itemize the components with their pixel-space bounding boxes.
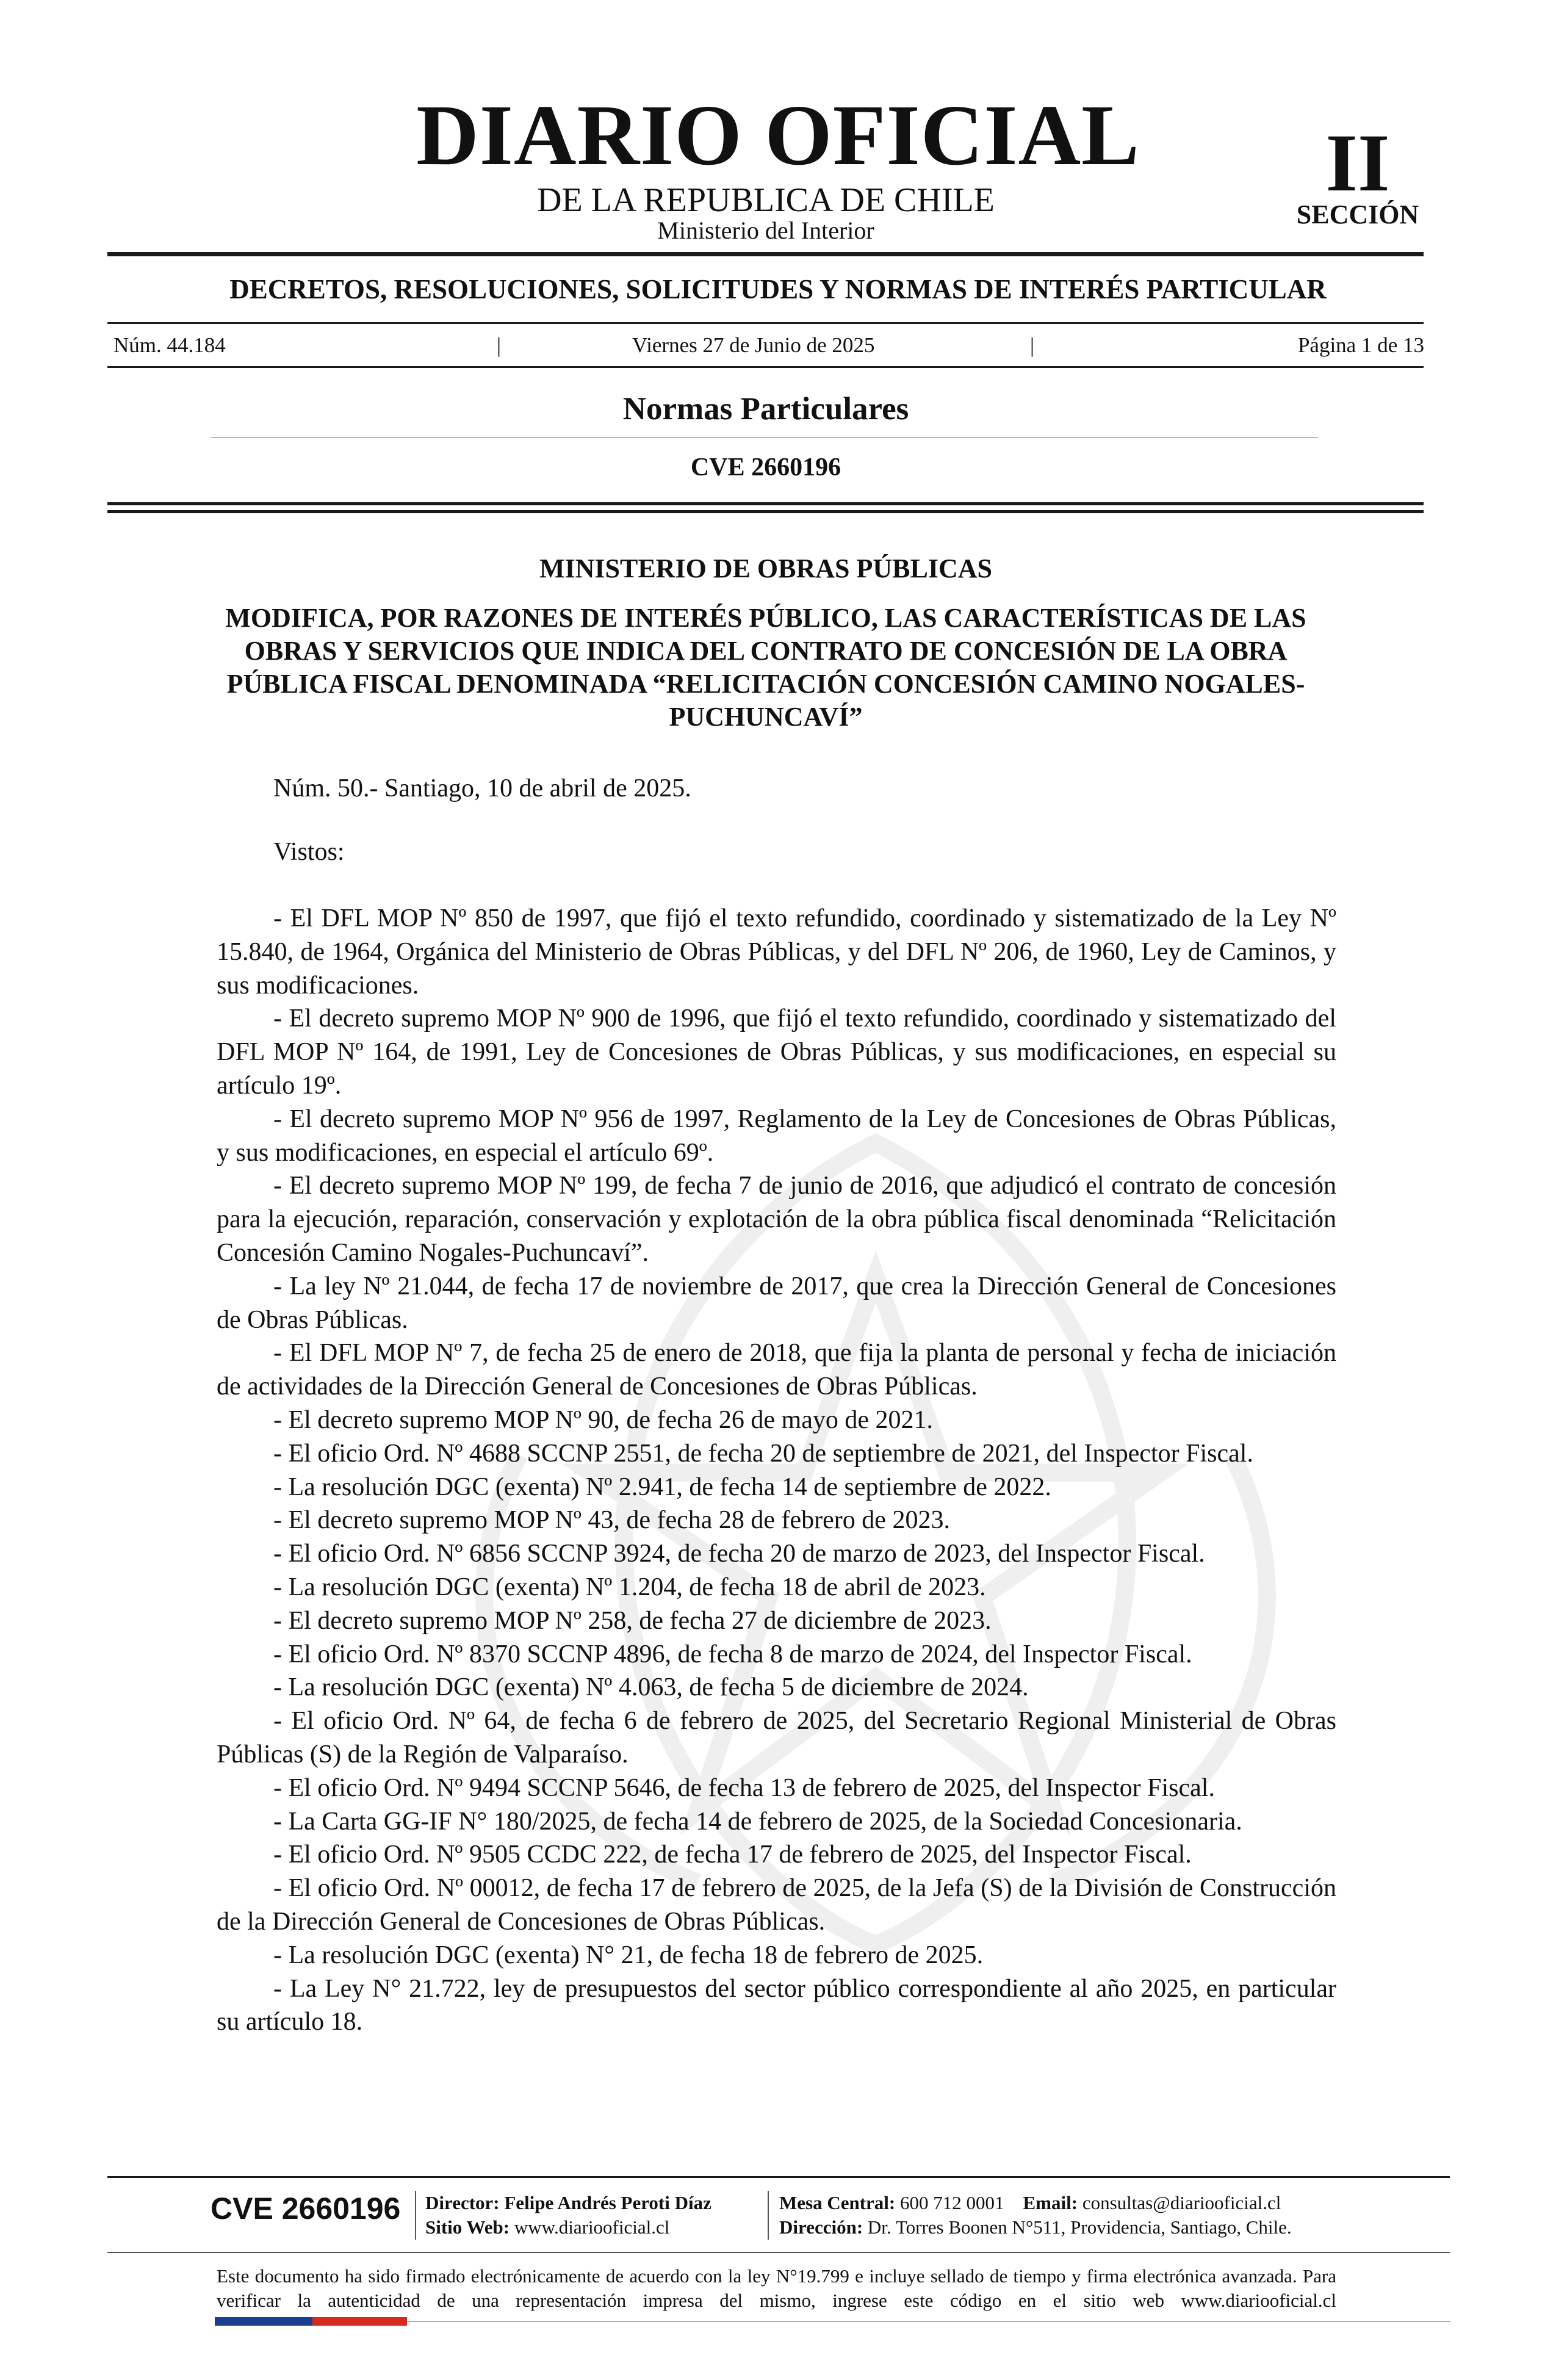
vistos-item: - La resolución DGC (exenta) N° 21, de fecha 18 de febrero de 2025. [273,1941,984,1969]
vistos-item: - El oficio Ord. Nº 6856 SCCNP 3924, de fecha 20 de marzo de 2023, del Inspector Fiscal. [273,1540,1205,1568]
vistos-item: - El oficio Ord. Nº 9494 SCCNP 5646, de fecha 13 de febrero de 2025, del Inspector Fiscal. [273,1773,1215,1802]
phone-label: Mesa Central: [779,2192,896,2213]
vistos-item: - La resolución DGC (exenta) Nº 1.204, de fecha 18 de abril de 2023. [273,1573,986,1601]
vistos-item: - El decreto supremo MOP Nº 258, de fecha 27 de diciembre de 2023. [273,1606,992,1635]
section-label: SECCIÓN [1296,200,1419,229]
footer-contact-right [779,2191,1292,2240]
cve-code: CVE 2660196 [690,453,841,481]
vistos-item: - La Carta GG-IF N° 180/2025, de fecha 14 de febrero de 2025, de la Sociedad Concesionaria. [273,1807,1242,1836]
double-divider-top [107,502,1424,505]
issue-separator: | [1030,333,1035,357]
vistos-item: - El decreto supremo MOP Nº 90, de fecha 26 de mayo de 2021. [273,1405,934,1434]
footer-separator [415,2191,416,2240]
phone-number: 600 712 0001 [900,2192,1004,2213]
issue-divider [107,366,1424,368]
issue-info-bar [113,333,1424,358]
vistos-item: - El decreto supremo MOP Nº 199, de fecha 7 de junio de 2016, que adjudicó el contrato de concesión para la ejecución, reparación, conservación y explotación de la obra pública fiscal denominada “Relicitación Concesión Camino Nogales-Puchuncaví”. [217,1172,1336,1267]
vistos-item: - El oficio Ord. Nº 8370 SCCNP 4896, de fecha 8 de marzo de 2024, del Inspector Fiscal. [273,1640,1192,1668]
email-label: Email: [1023,2192,1078,2213]
newspaper-subtitle: DE LA REPUBLICA DE CHILE [537,181,995,219]
footer-divider [107,2176,1450,2178]
vistos-item: - La resolución DGC (exenta) Nº 4.063, de fecha 5 de diciembre de 2024. [273,1673,1029,1702]
footer-separator [768,2191,769,2240]
newspaper-ministry: Ministerio del Interior [657,217,874,244]
electronic-signature-note: Este documento ha sido firmado electrónicamente de acuerdo con la ley N°19.799 e incluye sellado de tiempo y firma electrónica avanzada. Para verificar la autenticidad de una representación impresa del mismo, ingrese este código en el sitio web www.diariooficial.cl [217,2265,1336,2311]
section-number: II [1325,118,1390,209]
email-link[interactable]: consultas@diariooficial.cl [1082,2192,1281,2213]
section-title: Normas Particulares [622,391,909,427]
footer-contact-left [425,2191,711,2240]
section-divider [211,437,1318,438]
footer-divider-secondary [107,2252,1450,2253]
issue-date: Viernes 27 de Junio de 2025 [632,333,875,357]
vistos-item: - El oficio Ord. Nº 00012, de fecha 17 de febrero de 2025, de la Jefa (S) de la División de Construcción de la Dirección General de Concesiones de Obras Públicas. [217,1874,1336,1936]
masthead-divider [107,252,1424,256]
issue-separator: | [497,333,502,357]
vistos-item: - El oficio Ord. Nº 4688 SCCNP 2551, de fecha 20 de septiembre de 2021, del Inspector Fiscal. [273,1439,1253,1468]
vistos-label: Vistos: [273,838,345,866]
category-divider [107,322,1424,324]
vistos-item: - El DFL MOP Nº 850 de 1997, que fijó el texto refundido, coordinado y sistematizado de la Ley Nº 15.840, de 1964, Orgánica del Ministerio de Obras Públicas, y del DFL Nº 206, de 1960, Ley de Caminos, y sus modificaciones. [217,904,1336,1000]
flag-stripe-blue [215,2317,312,2326]
page-indicator: Página 1 de 13 [1297,333,1424,357]
vistos-item: - El DFL MOP Nº 7, de fecha 25 de enero de 2018, que fija la planta de personal y fecha de iniciación de actividades de la Dirección General de Concesiones de Obras Públicas. [217,1339,1336,1401]
website-label: Sitio Web: [425,2216,510,2238]
vistos-item: - La resolución DGC (exenta) Nº 2.941, de fecha 14 de septiembre de 2022. [273,1473,1051,1501]
address-label: Dirección: [779,2216,863,2238]
decree-ministry: MINISTERIO DE OBRAS PÚBLICAS [539,554,993,583]
category-heading: DECRETOS, RESOLUCIONES, SOLICITUDES Y NORMAS DE INTERÉS PARTICULAR [229,274,1327,305]
vistos-item: - El oficio Ord. Nº 9505 CCDC 222, de fecha 17 de febrero de 2025, del Inspector Fiscal. [273,1841,1192,1869]
decree-title: MODIFICA, POR RAZONES DE INTERÉS PÚBLICO, LAS CARACTERÍSTICAS DE LAS OBRAS Y SERVICIOS QUE INDICA DEL CONTRATO DE CONCESIÓN DE LA OBRA PÚBLICA FISCAL DENOMINADA “RELICITACIÓN CONCESIÓN CAMINO NOGALES-PUCHUNCAVÍ” [225,603,1306,732]
vistos-item: - El decreto supremo MOP Nº 43, de fecha 28 de febrero de 2023. [273,1506,950,1535]
address-text: Dr. Torres Boonen N°511, Providencia, Santiago, Chile. [867,2216,1292,2238]
flag-stripe-red [312,2317,407,2326]
footer-cve-code: CVE 2660196 [211,2191,401,2226]
issue-number: Núm. 44.184 [113,333,226,357]
double-divider-bottom [107,510,1424,513]
vistos-item: - La ley Nº 21.044, de fecha 17 de noviembre de 2017, que crea la Dirección General de Concesiones de Obras Públicas. [217,1272,1336,1334]
decree-number-line: Núm. 50.- Santiago, 10 de abril de 2025. [273,774,691,802]
vistos-item: - El decreto supremo MOP Nº 956 de 1997, Reglamento de la Ley de Concesiones de Obras Públicas, y sus modificaciones, en especial el artículo 69º. [217,1105,1336,1167]
director-name: Felipe Andrés Peroti Díaz [504,2192,711,2213]
vistos-item: - El oficio Ord. Nº 64, de fecha 6 de febrero de 2025, del Secretario Regional Ministerial de Obras Públicas (S) de la Región de Valparaíso. [217,1707,1336,1769]
director-label: Director: [425,2192,500,2213]
vistos-item: - El decreto supremo MOP Nº 900 de 1996, que fijó el texto refundido, coordinado y sistematizado del DFL MOP Nº 164, de 1991, Ley de Concesiones de Obras Públicas, y sus modificaciones, en especial su artículo 19º. [217,1004,1336,1100]
footer-bottom-line [407,2321,1450,2322]
website-link[interactable]: www.diariooficial.cl [514,2216,670,2238]
vistos-list [217,902,1336,2039]
newspaper-title: DIARIO OFICIAL [416,87,1140,183]
vistos-item: - La Ley N° 21.722, ley de presupuestos del sector público correspondiente al año 2025, en particular su artículo 18. [217,1974,1336,2036]
